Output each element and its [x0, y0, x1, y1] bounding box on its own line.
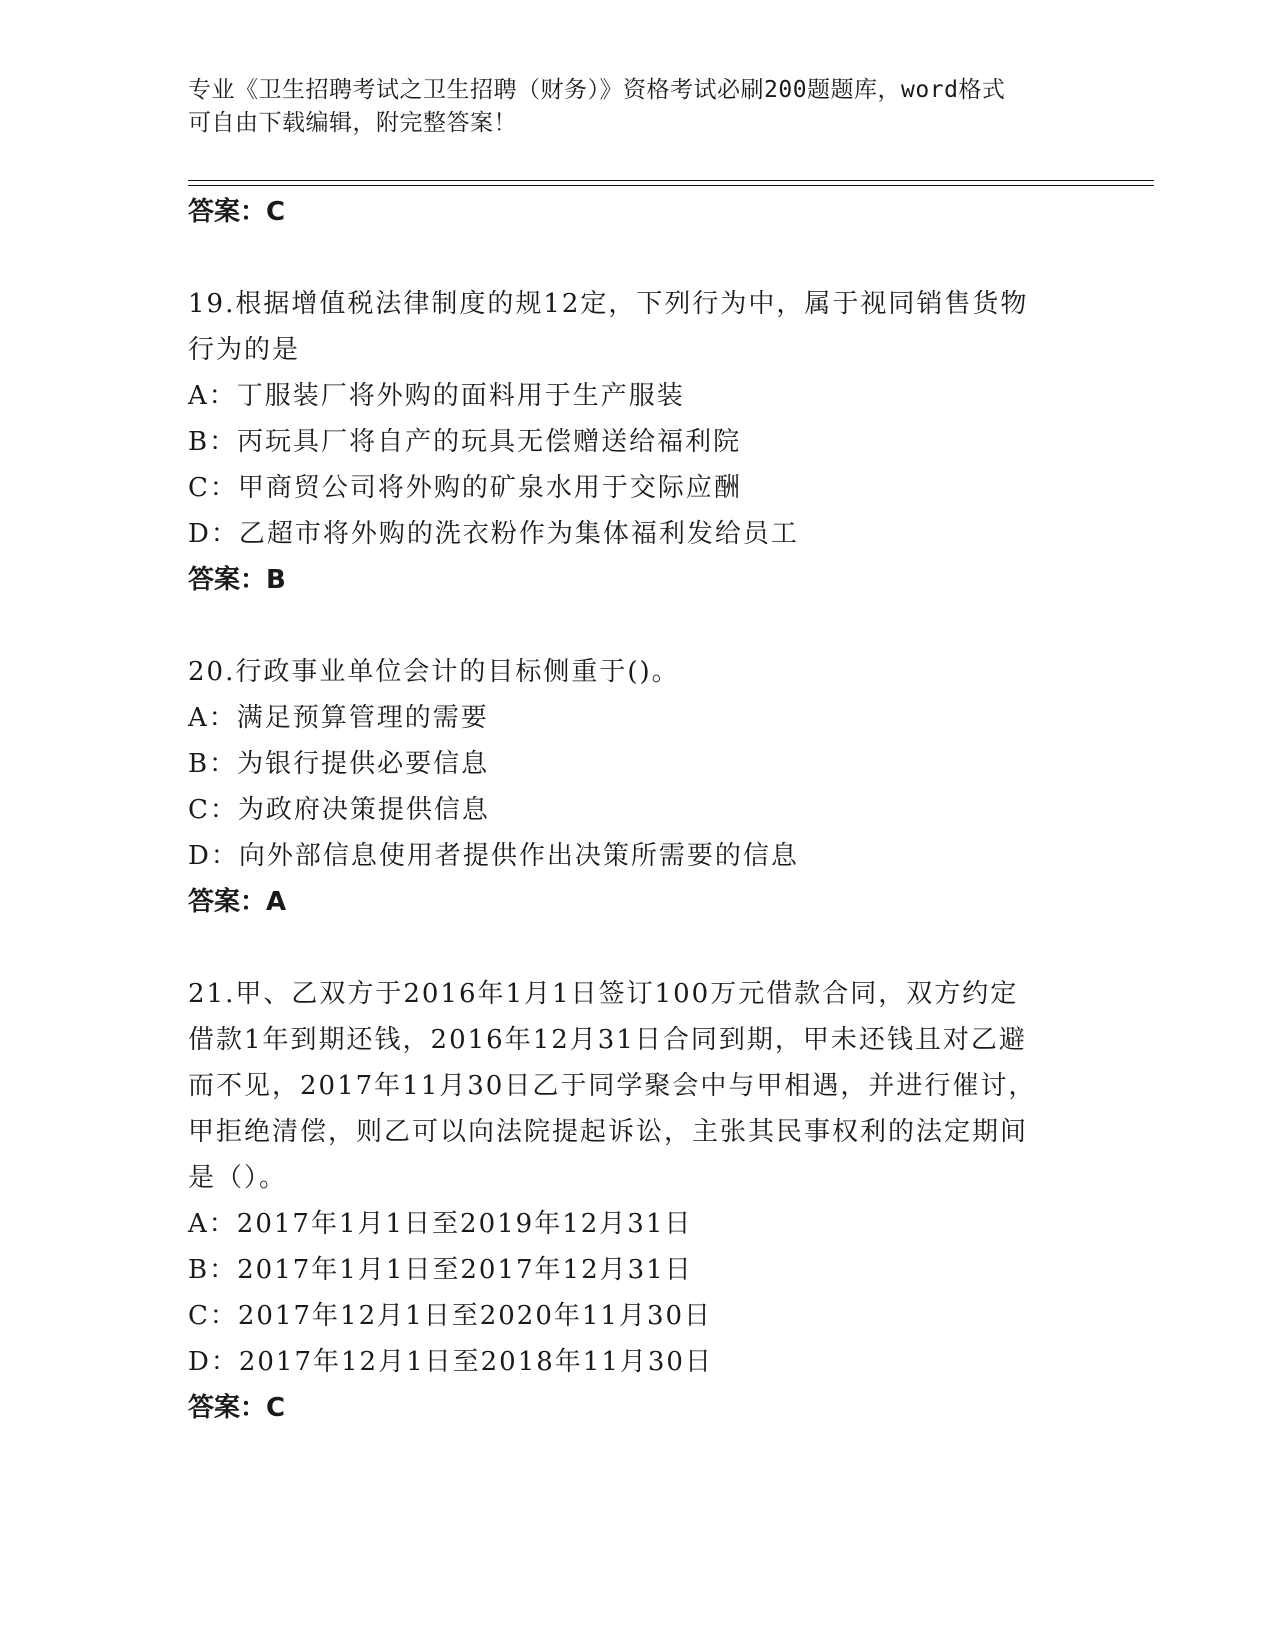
option-c: C：为政府决策提供信息 [188, 795, 490, 825]
option-a: A：满足预算管理的需要 [188, 703, 489, 733]
option-a: A：2017年1月1日至2019年12月31日 [188, 1209, 693, 1239]
answer: 答案：B [188, 565, 286, 595]
question-stem-line: 20.行政事业单位会计的目标侧重于()。 [188, 657, 680, 687]
option-d: D：向外部信息使用者提供作出决策所需要的信息 [188, 841, 799, 871]
option-b: B：为银行提供必要信息 [188, 749, 490, 779]
answer: 答案：A [188, 887, 287, 917]
option-b: B：丙玩具厂将自产的玩具无偿赠送给福利院 [188, 427, 742, 457]
question-stem-line: 19.根据增值税法律制度的规12定，下列行为中，属于视同销售货物 [188, 289, 1029, 319]
question-stem-line: 是（）。 [188, 1163, 288, 1193]
option-d: D：2017年12月1日至2018年11月30日 [188, 1347, 713, 1377]
option-c: C：甲商贸公司将外购的矿泉水用于交际应酬 [188, 473, 742, 503]
previous-answer: 答案：C [188, 197, 286, 227]
question-21 [188, 971, 1088, 1431]
header-line-1: 专业《卫生招聘考试之卫生招聘（财务）》资格考试必刷200题题库，word格式 [188, 77, 1006, 103]
question-list [188, 189, 1088, 1431]
header-line-2: 可自由下载编辑，附完整答案！ [188, 110, 517, 136]
option-c: C：2017年12月1日至2020年11月30日 [188, 1301, 713, 1331]
option-a: A：丁服装厂将外购的面料用于生产服装 [188, 381, 685, 411]
option-d: D：乙超市将外购的洗衣粉作为集体福利发给员工 [188, 519, 799, 549]
option-b: B：2017年1月1日至2017年12月31日 [188, 1255, 693, 1285]
question-stem-line: 而不见，2017年11月30日乙于同学聚会中与甲相遇，并进行催讨， [188, 1071, 1037, 1101]
question-stem-line: 21.甲、乙双方于2016年1月1日签订100万元借款合同，双方约定 [188, 979, 1019, 1009]
question-19 [188, 281, 1088, 603]
question-20 [188, 649, 1088, 925]
question-stem-line: 行为的是 [188, 335, 301, 365]
question-stem-line: 甲拒绝清偿，则乙可以向法院提起诉讼，主张其民事权利的法定期间 [188, 1117, 1029, 1147]
answer: 答案：C [188, 1393, 286, 1423]
question-stem-line: 借款1年到期还钱，2016年12月31日合同到期，甲未还钱且对乙避 [188, 1025, 1027, 1055]
header-divider-bottom [188, 185, 1154, 186]
document-header [188, 74, 1068, 140]
header-divider-top [188, 180, 1154, 181]
